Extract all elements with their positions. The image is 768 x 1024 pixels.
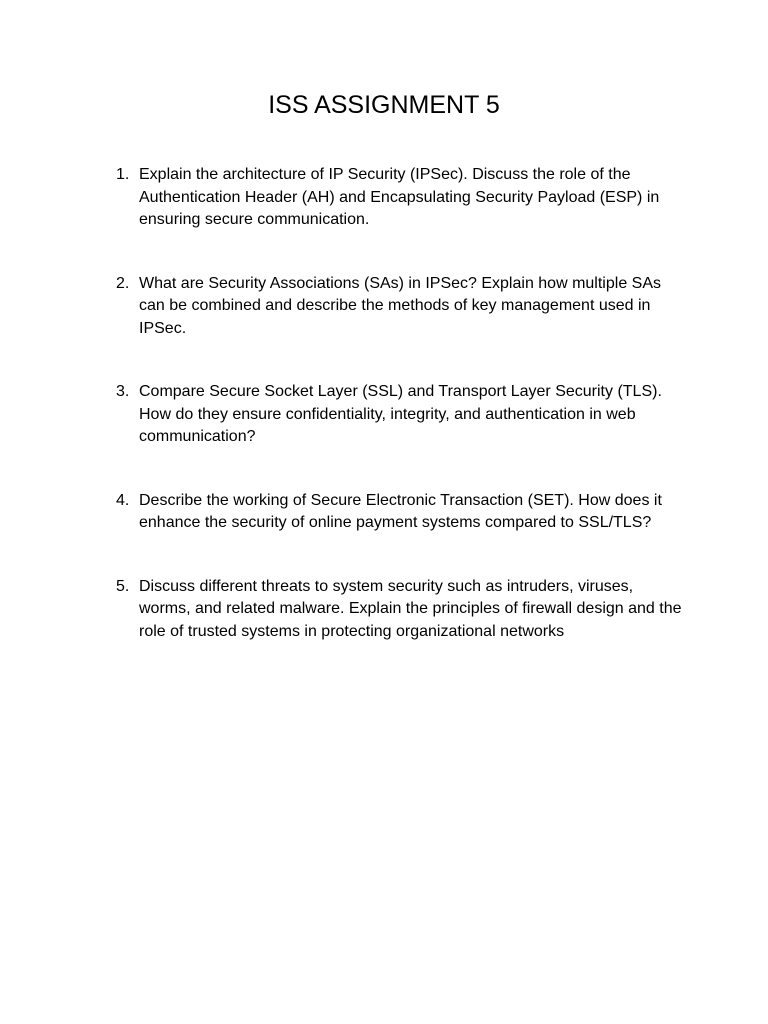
list-item xyxy=(112,273,682,341)
question-number: 2. xyxy=(116,274,130,292)
question-text: Describe the working of Secure Electronic Transaction (SET). How does it enhance the security of online payment systems compared to SSL/TLS? xyxy=(139,491,662,531)
question-text: What are Security Associations (SAs) in IPSec? Explain how multiple SAs can be combined and describe the methods of key management used in IPSec. xyxy=(139,274,661,337)
question-text: Explain the architecture of IP Security (IPSec). Discuss the role of the Authentication Header (AH) and Encapsulating Security Payload (ESP) in ensuring secure communication. xyxy=(139,166,660,228)
list-item xyxy=(112,490,682,535)
question-number: 3. xyxy=(116,383,130,400)
page-title: ISS ASSIGNMENT 5 xyxy=(268,91,500,119)
question-text: Compare Secure Socket Layer (SSL) and Transport Layer Security (TLS). How do they ensure confidentiality, integrity, and authentication in web communication? xyxy=(139,383,662,445)
list-item xyxy=(112,164,682,232)
question-text: Discuss different threats to system security such as intruders, viruses, worms, and related malware. Explain the principles of firewall design and the role of trusted systems in protecting organizational networks xyxy=(139,577,682,640)
list-item xyxy=(112,576,682,644)
question-list xyxy=(112,164,682,643)
question-number: 1. xyxy=(116,166,130,183)
question-number: 4. xyxy=(116,491,130,509)
question-number: 5. xyxy=(116,577,130,595)
list-item xyxy=(112,381,682,449)
